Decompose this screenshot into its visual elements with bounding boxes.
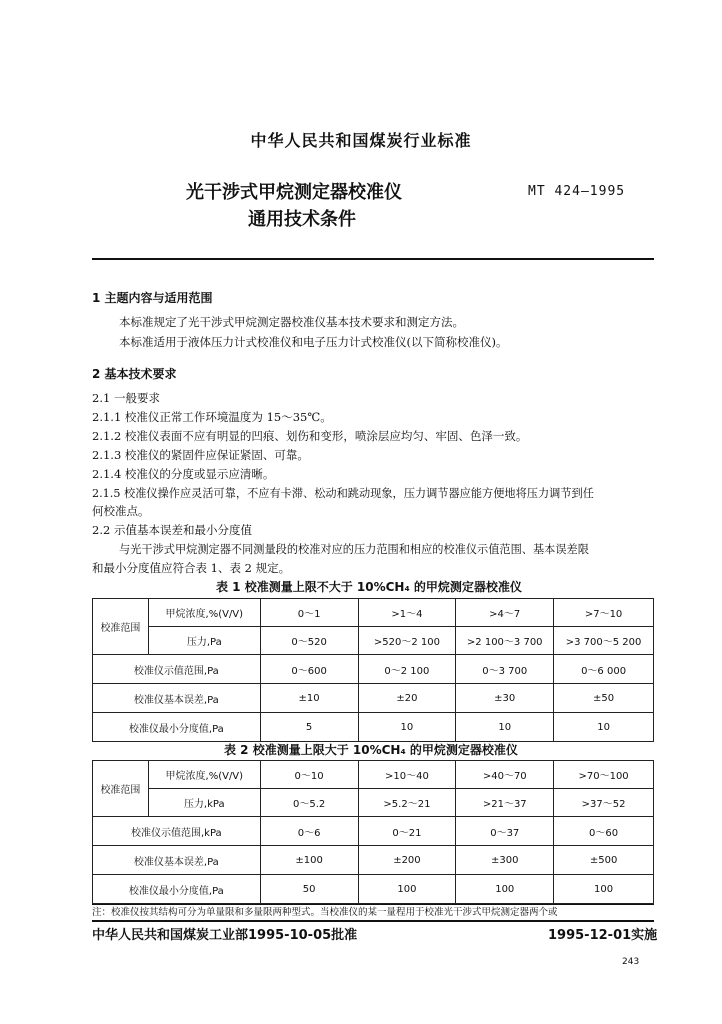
table-cell: 50 <box>260 875 358 904</box>
table-cell: 10 <box>554 713 654 742</box>
row-label: 甲烷浓度,%(V/V) <box>148 599 260 627</box>
table-cell: 0～10 <box>260 761 358 789</box>
row-label: 压力,kPa <box>148 789 260 817</box>
row-label: 校准仪基本误差,Pa <box>93 684 261 713</box>
table-row <box>93 627 654 655</box>
table-cell: 100 <box>554 875 654 904</box>
row-label: 压力,Pa <box>148 627 260 655</box>
clause-2-1-4: 2.1.4 校准仪的分度或显示应清晰。 <box>92 467 275 481</box>
page-number: 243 <box>622 957 640 967</box>
table-cell: >70～100 <box>554 761 654 789</box>
clause-2-2-para-1: 与光干涉式甲烷测定器不同测量段的校准对应的压力范围和相应的校准仪示值范围、基本误差限 <box>119 543 589 556</box>
clause-2-1-2: 2.1.2 校准仪表面不应有明显的凹痕、划伤和变形，喷涂层应均匀、牢固、色泽一致。 <box>92 429 528 443</box>
section-2-title: 2 基本技术要求 <box>92 367 177 381</box>
clause-2-1-5-line1: 2.1.5 校准仪操作应灵活可靠，不应有卡滞、松动和跳动现象，压力调节器应能方便地将压力调节到任 <box>92 487 594 500</box>
approval-line: 中华人民共和国煤炭工业部1995-10-05批准 <box>92 928 358 943</box>
table-cell: >1～4 <box>358 599 456 627</box>
table-cell: >2 100～3 700 <box>456 627 554 655</box>
table-cell: >10～40 <box>358 761 456 789</box>
table-cell: 0～520 <box>260 627 358 655</box>
table-cell: 0～5.2 <box>260 789 358 817</box>
table-row <box>93 713 654 742</box>
table-cell: 5 <box>260 713 358 742</box>
table-cell: ±10 <box>260 684 358 713</box>
row-label: 校准仪基本误差,Pa <box>93 846 261 875</box>
table-cell: 0～6 <box>260 817 358 846</box>
row-label: 甲烷浓度,%(V/V) <box>148 761 260 789</box>
table-cell: ±100 <box>260 846 358 875</box>
table-cell: 0～60 <box>554 817 654 846</box>
section-1-para-1: 本标准规定了光干涉式甲烷测定器校准仪基本技术要求和测定方法。 <box>119 315 464 329</box>
table-2-caption: 表 2 校准测量上限大于 10%CH₄ 的甲烷测定器校准仪 <box>224 743 518 757</box>
table-cell: 0～21 <box>358 817 456 846</box>
table-cell: >520～2 100 <box>358 627 456 655</box>
row-label: 校准仪最小分度值,Pa <box>93 713 261 742</box>
table-row <box>93 655 654 684</box>
table-note: 注：校准仪按其结构可分为单量限和多量限两种型式。当校准仪的某一量程用于校准光干涉式甲烷测定器两个或 <box>92 907 558 918</box>
row-label: 校准仪示值范围,Pa <box>93 655 261 684</box>
table-cell: 0～600 <box>260 655 358 684</box>
table-cell: 0～6 000 <box>554 655 654 684</box>
table-cell: >7～10 <box>554 599 654 627</box>
table-cell: >3 700～5 200 <box>554 627 654 655</box>
row-label: 校准仪示值范围,kPa <box>93 817 261 846</box>
table-cell: 0～1 <box>260 599 358 627</box>
table-cell: 0～37 <box>456 817 554 846</box>
org-title: 中华人民共和国煤炭行业标准 <box>250 131 472 150</box>
table-cell: ±500 <box>554 846 654 875</box>
footer-rule <box>92 920 654 922</box>
table-row <box>93 761 654 789</box>
clause-2-2-para-2: 和最小分度值应符合表 1、表 2 规定。 <box>92 561 291 575</box>
table-cell: ±20 <box>358 684 456 713</box>
table-cell: ±200 <box>358 846 456 875</box>
table-1-caption: 表 1 校准测量上限不大于 10%CH₄ 的甲烷测定器校准仪 <box>216 580 522 594</box>
clause-2-1: 2.1 一般要求 <box>92 391 160 405</box>
table-cell: 100 <box>456 875 554 904</box>
implementation-line: 1995-12-01实施 <box>548 928 658 943</box>
table-cell: 100 <box>358 875 456 904</box>
table-cell: >37～52 <box>554 789 654 817</box>
table-cell: >4～7 <box>456 599 554 627</box>
table-2 <box>92 760 654 904</box>
row-group-label: 校准范围 <box>93 761 149 817</box>
table-cell: ±300 <box>456 846 554 875</box>
table-cell: >40～70 <box>456 761 554 789</box>
clause-2-1-5-line2: 何校准点。 <box>92 504 150 518</box>
table-cell: 0～3 700 <box>456 655 554 684</box>
table-row <box>93 817 654 846</box>
table-row <box>93 599 654 627</box>
table-cell: 10 <box>358 713 456 742</box>
row-group-label: 校准范围 <box>93 599 149 655</box>
clause-2-1-1: 2.1.1 校准仪正常工作环境温度为 15～35℃。 <box>92 410 332 424</box>
doc-title-line2: 通用技术条件 <box>248 209 356 230</box>
doc-title-line1: 光干涉式甲烷测定器校准仪 <box>186 182 402 203</box>
section-1-title: 1 主题内容与适用范围 <box>92 291 213 305</box>
standard-number: MT 424—1995 <box>528 184 626 199</box>
table-cell: ±50 <box>554 684 654 713</box>
table-row <box>93 684 654 713</box>
clause-2-1-3: 2.1.3 校准仪的紧固件应保证紧固、可靠。 <box>92 448 309 462</box>
table-cell: ±30 <box>456 684 554 713</box>
header-rule <box>92 258 654 260</box>
table-row <box>93 846 654 875</box>
table-cell: 10 <box>456 713 554 742</box>
table-cell: >21～37 <box>456 789 554 817</box>
table-cell: >5.2～21 <box>358 789 456 817</box>
table-row <box>93 789 654 817</box>
section-1-para-2: 本标准适用于液体压力计式校准仪和电子压力计式校准仪(以下简称校准仪)。 <box>119 335 508 349</box>
table-row <box>93 875 654 904</box>
table-cell: 0～2 100 <box>358 655 456 684</box>
row-label: 校准仪最小分度值,Pa <box>93 875 261 904</box>
table-1 <box>92 598 654 742</box>
clause-2-2: 2.2 示值基本误差和最小分度值 <box>92 523 252 537</box>
